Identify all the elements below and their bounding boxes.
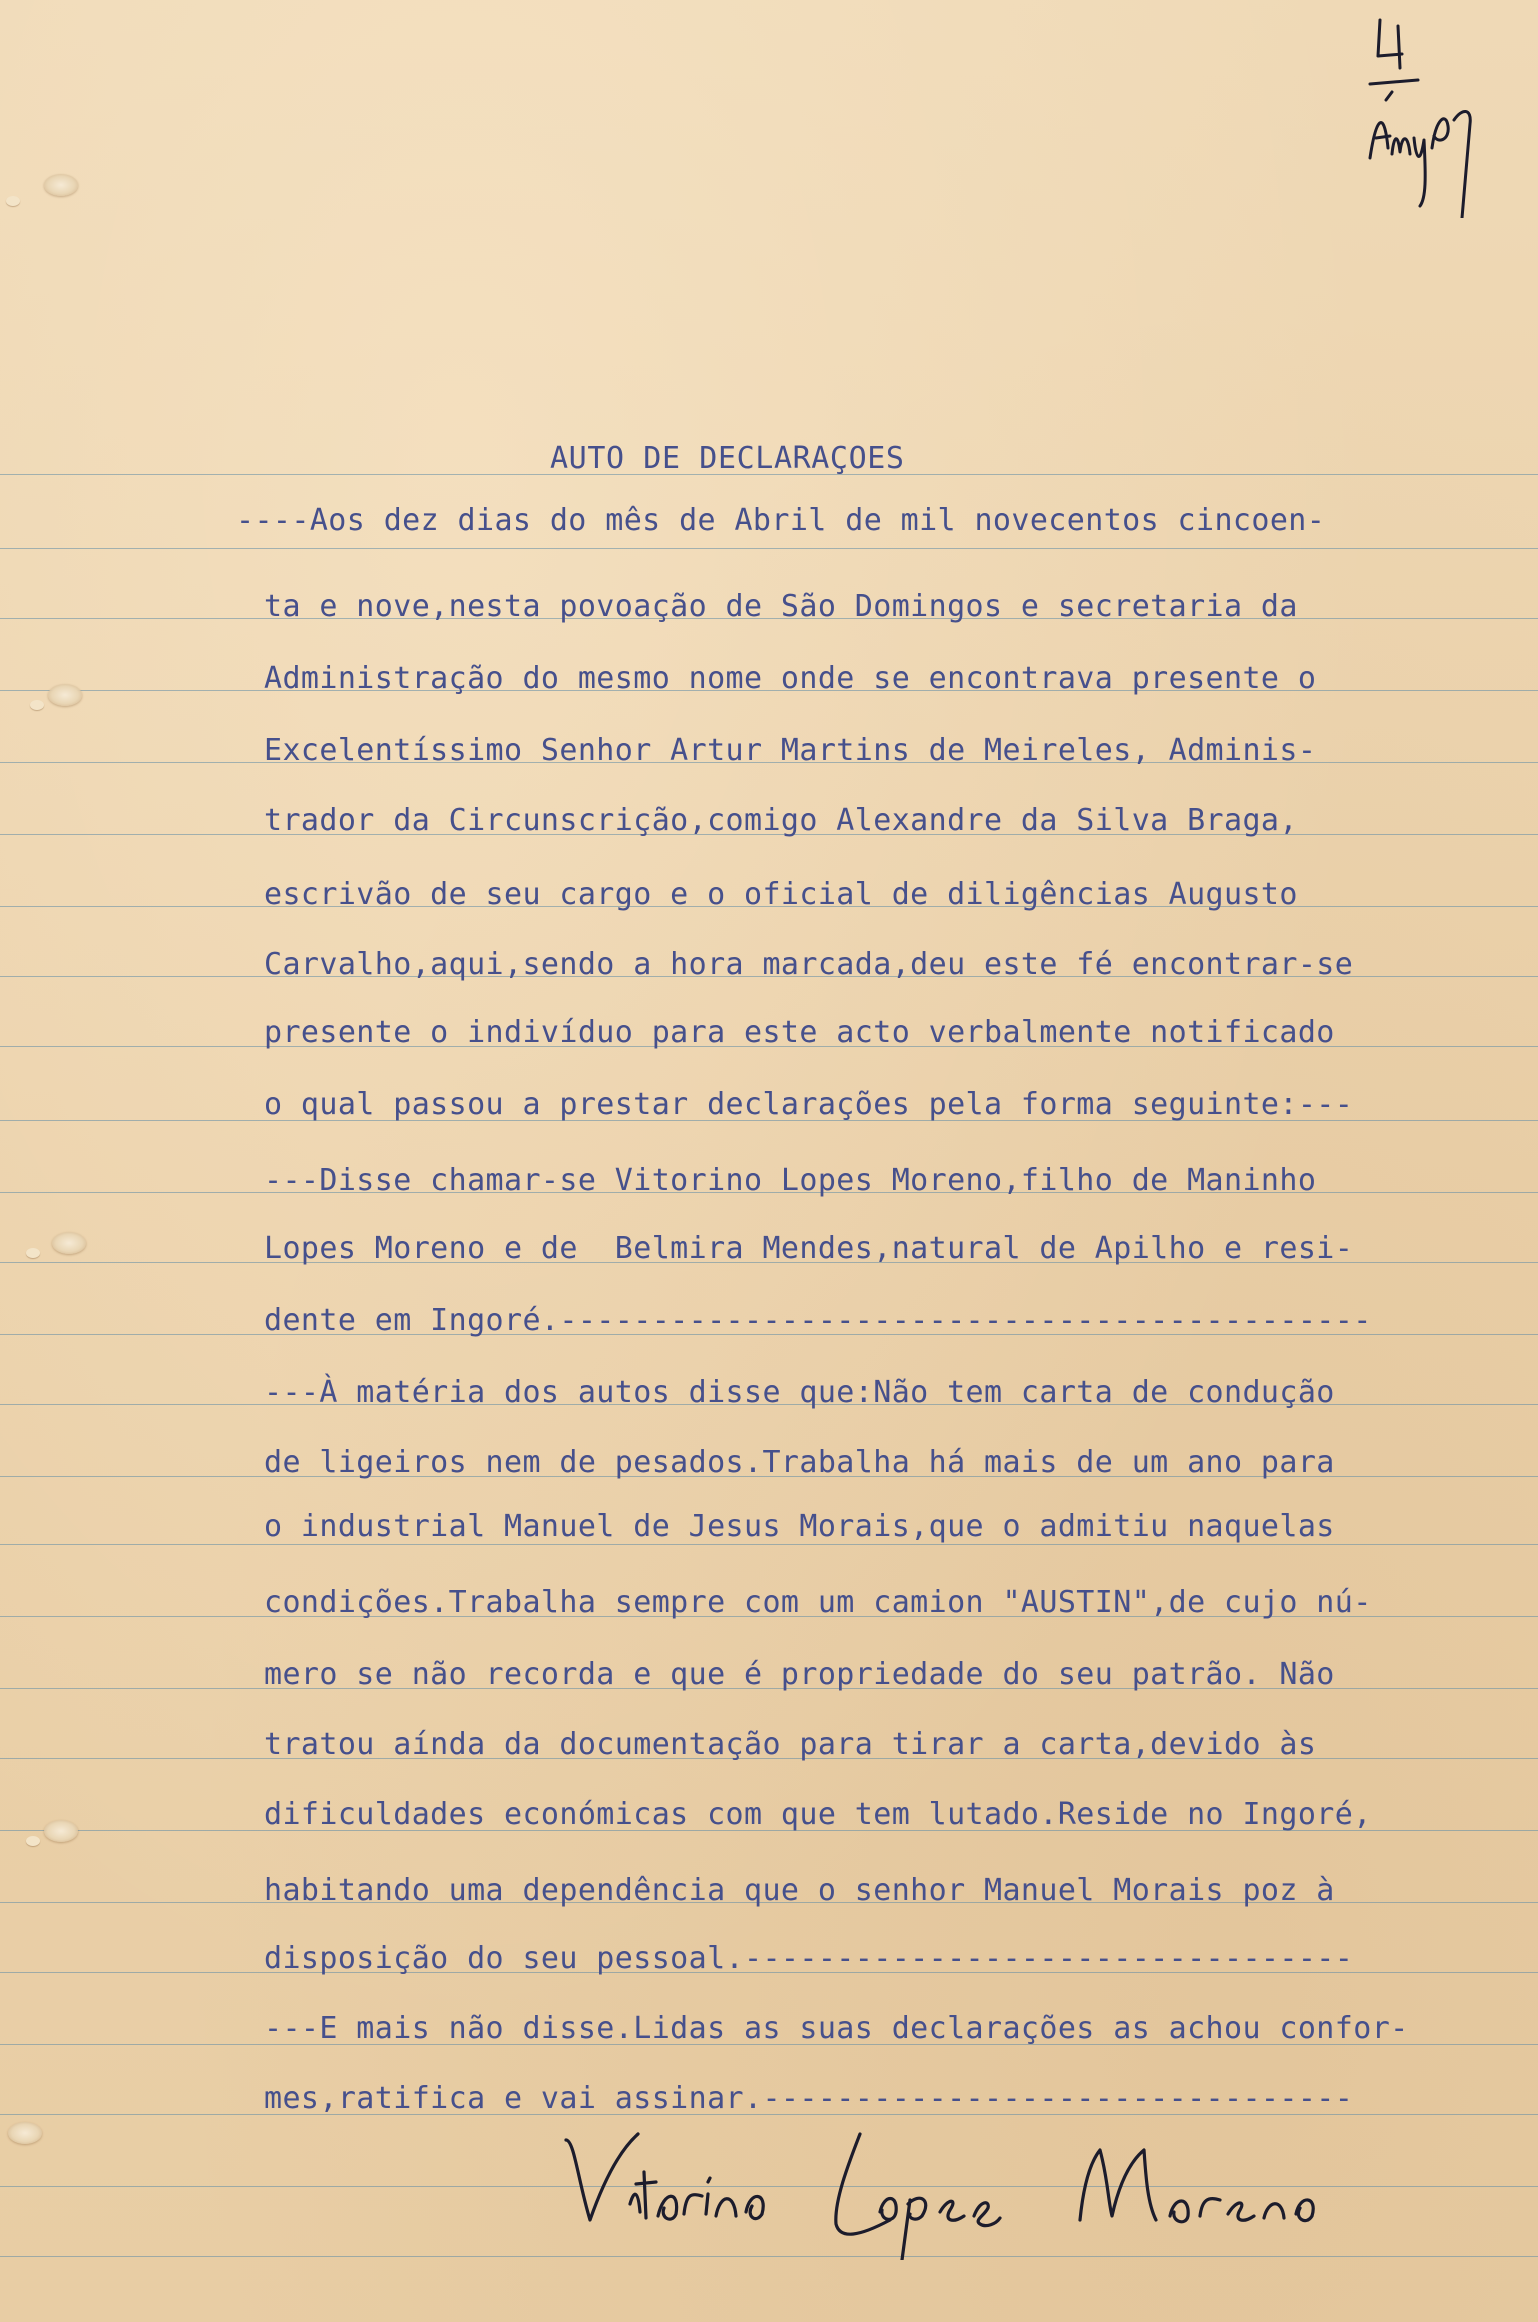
body-line: o industrial Manuel de Jesus Morais,que o admitiu naquelas [264,1509,1335,1544]
body-line: disposição do seu pessoal.--------------------------------- [264,1941,1354,1976]
binder-hole [44,1820,78,1842]
body-line: trador da Circunscrição,comigo Alexandre da Silva Braga, [264,803,1298,838]
signature [560,2120,1420,2260]
body-line: escrivão de seu cargo e o oficial de diligências Augusto [264,877,1298,912]
body-line: Carvalho,aqui,sendo a hora marcada,deu este fé encontrar-se [264,947,1354,982]
binder-hole [48,684,82,706]
body-line: mero se não recorda e que é propriedade do seu patrão. Não [264,1657,1335,1692]
body-line: dificuldades económicas com que tem lutado.Reside no Ingoré, [264,1797,1372,1832]
body-line: ----Aos dez dias do mês de Abril de mil novecentos cincoen- [236,503,1326,538]
ruled-line [0,548,1538,549]
binder-hole [26,1836,40,1846]
body-line: dente em Ingoré.-------------------------------------------- [264,1303,1372,1338]
binder-hole [8,2122,42,2144]
body-line: ta e nove,nesta povoação de São Domingos e secretaria da [264,589,1298,624]
body-line: Excelentíssimo Senhor Artur Martins de Meireles, Adminis- [264,733,1317,768]
body-line: tratou aínda da documentação para tirar a carta,devido às [264,1727,1317,1762]
body-line: habitando uma dependência que o senhor Manuel Morais poz à [264,1873,1335,1908]
binder-hole [30,700,44,710]
ruled-line [0,1544,1538,1545]
body-line: presente o indivíduo para este acto verbalmente notificado [264,1015,1335,1050]
body-line: ---E mais não disse.Lidas as suas declarações as achou confor- [264,2011,1409,2046]
body-line: Administração do mesmo nome onde se encontrava presente o [264,661,1317,696]
binder-hole [26,1248,40,1258]
binder-hole [52,1232,86,1254]
body-line: ---À matéria dos autos disse que:Não tem carta de condução [264,1375,1335,1410]
binder-hole [6,196,20,206]
body-line: o qual passou a prestar declarações pela forma seguinte:--- [264,1087,1354,1122]
body-line: ---Disse chamar-se Vitorino Lopes Moreno,filho de Maninho [264,1163,1317,1198]
binder-hole [44,174,78,196]
body-line: Lopes Moreno e de Belmira Mendes,natural de Apilho e resi- [264,1231,1354,1266]
body-line: de ligeiros nem de pesados.Trabalha há mais de um ano para [264,1445,1335,1480]
document-title: AUTO DE DECLARAÇOES [550,441,905,476]
body-line: condições.Trabalha sempre com um camion "AUSTIN",de cujo nú- [264,1585,1372,1620]
folio-mark [1362,8,1492,218]
body-line: mes,ratifica e vai assinar.-------------------------------- [264,2081,1354,2116]
